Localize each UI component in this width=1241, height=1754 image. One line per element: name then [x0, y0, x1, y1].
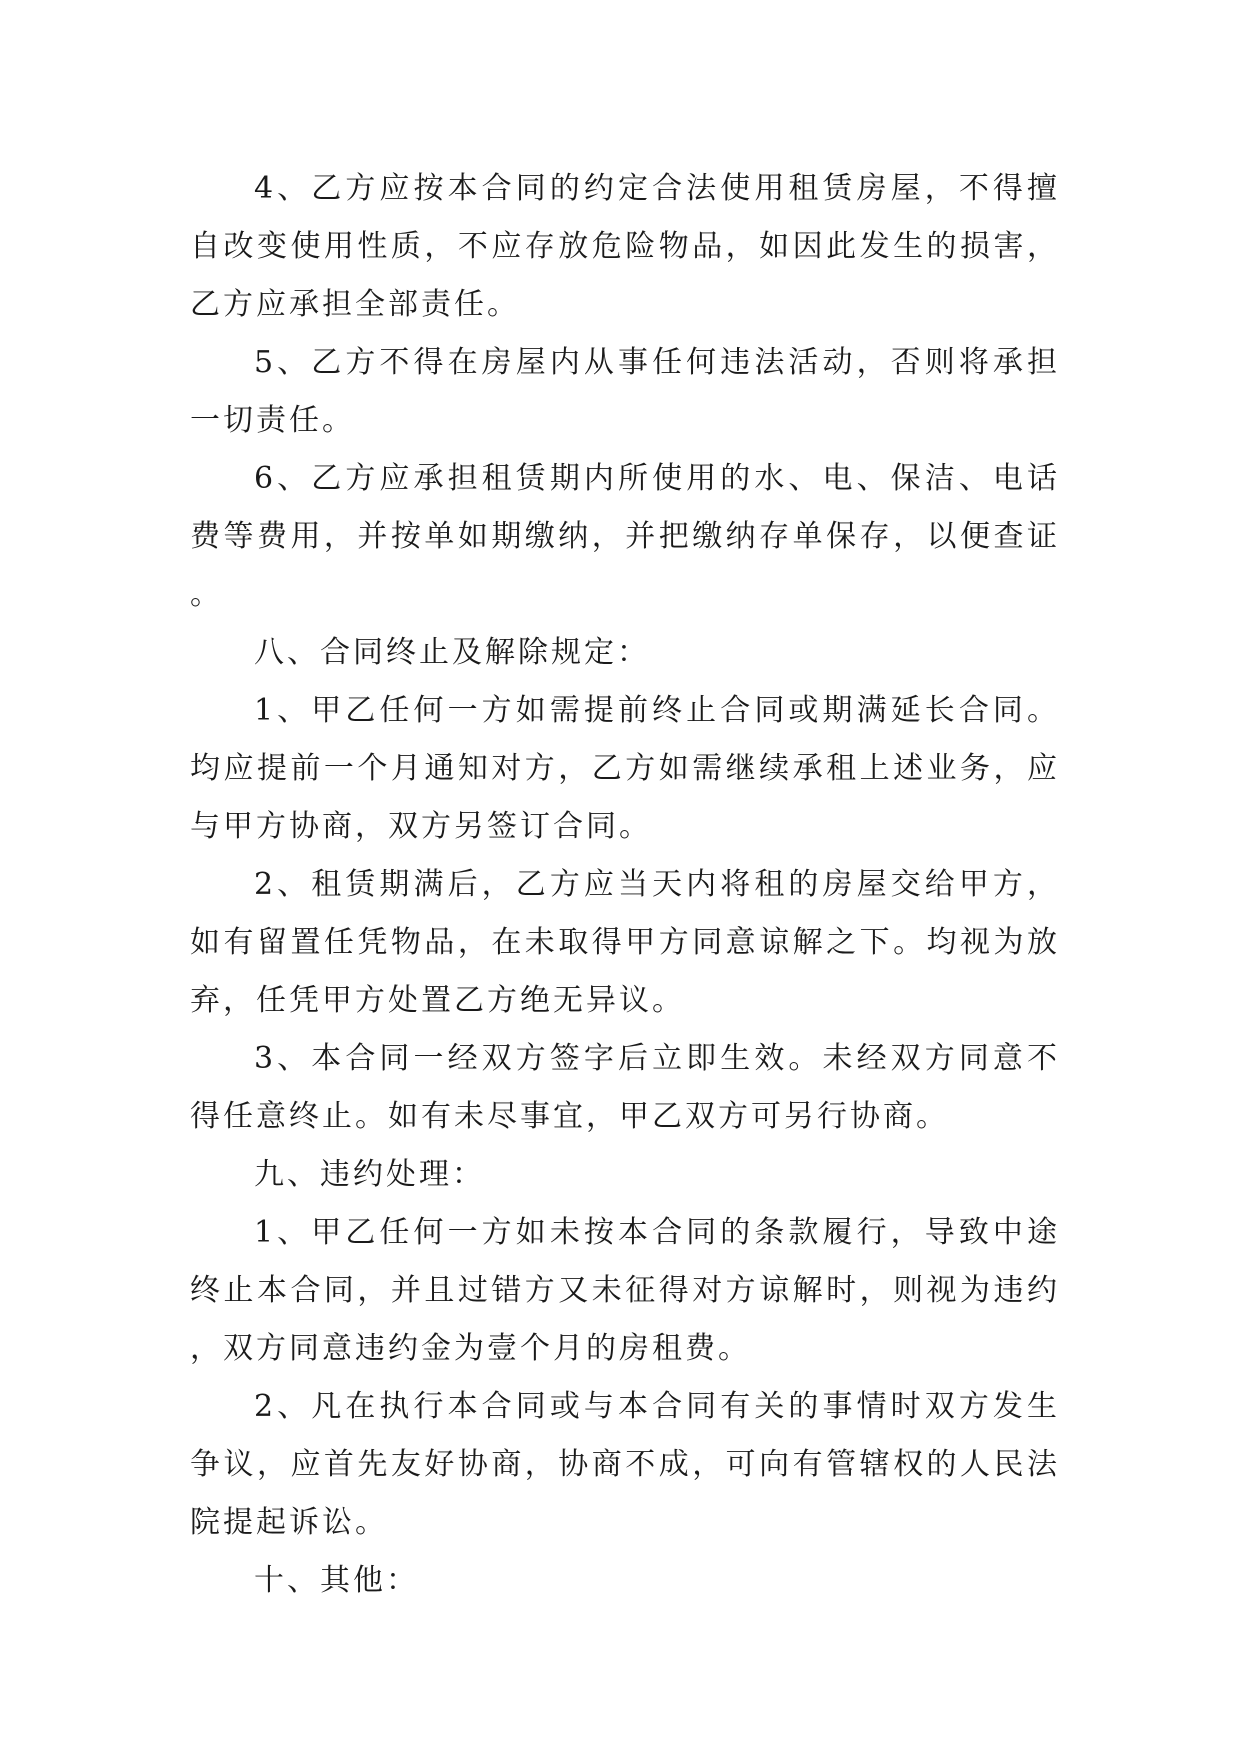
clause-8-1: 1、甲乙任何一方如需提前终止合同或期满延长合同。均应提前一个月通知对方，乙方如需继续承租上述业务，应与甲方协商，双方另签订合同。 — [190, 693, 1060, 844]
clause-9-1: 1、甲乙任何一方如未按本合同的条款履行，导致中途终止本合同，并且过错方又未征得对方谅解时，则视为违约，双方同意违约金为壹个月的房租费。 — [190, 1215, 1060, 1366]
clause-7-4: 4、乙方应按本合同的约定合法使用租赁房屋，不得擅自改变使用性质，不应存放危险物品，如因此发生的损害，乙方应承担全部责任。 — [190, 171, 1060, 322]
section-8-heading: 八、合同终止及解除规定： — [254, 635, 650, 670]
section-9-heading: 九、违约处理： — [254, 1157, 485, 1192]
contract-body — [190, 160, 1060, 1610]
clause-9-2: 2、凡在执行本合同或与本合同有关的事情时双方发生争议，应首先友好协商，协商不成，可向有管辖权的人民法院提起诉讼。 — [190, 1389, 1060, 1540]
clause-8-2: 2、租赁期满后，乙方应当天内将租的房屋交给甲方，如有留置任凭物品，在未取得甲方同意谅解之下。均视为放弃，任凭甲方处置乙方绝无异议。 — [190, 867, 1060, 1018]
clause-8-3: 3、本合同一经双方签字后立即生效。未经双方同意不得任意终止。如有未尽事宜，甲乙双方可另行协商。 — [190, 1041, 1060, 1134]
section-10-heading: 十、其他： — [254, 1563, 419, 1598]
clause-7-6: 6、乙方应承担租赁期内所使用的水、电、保洁、电话费等费用，并按单如期缴纳，并把缴纳存单保存，以便查证。 — [190, 461, 1060, 612]
clause-7-5: 5、乙方不得在房屋内从事任何违法活动，否则将承担一切责任。 — [190, 345, 1060, 438]
